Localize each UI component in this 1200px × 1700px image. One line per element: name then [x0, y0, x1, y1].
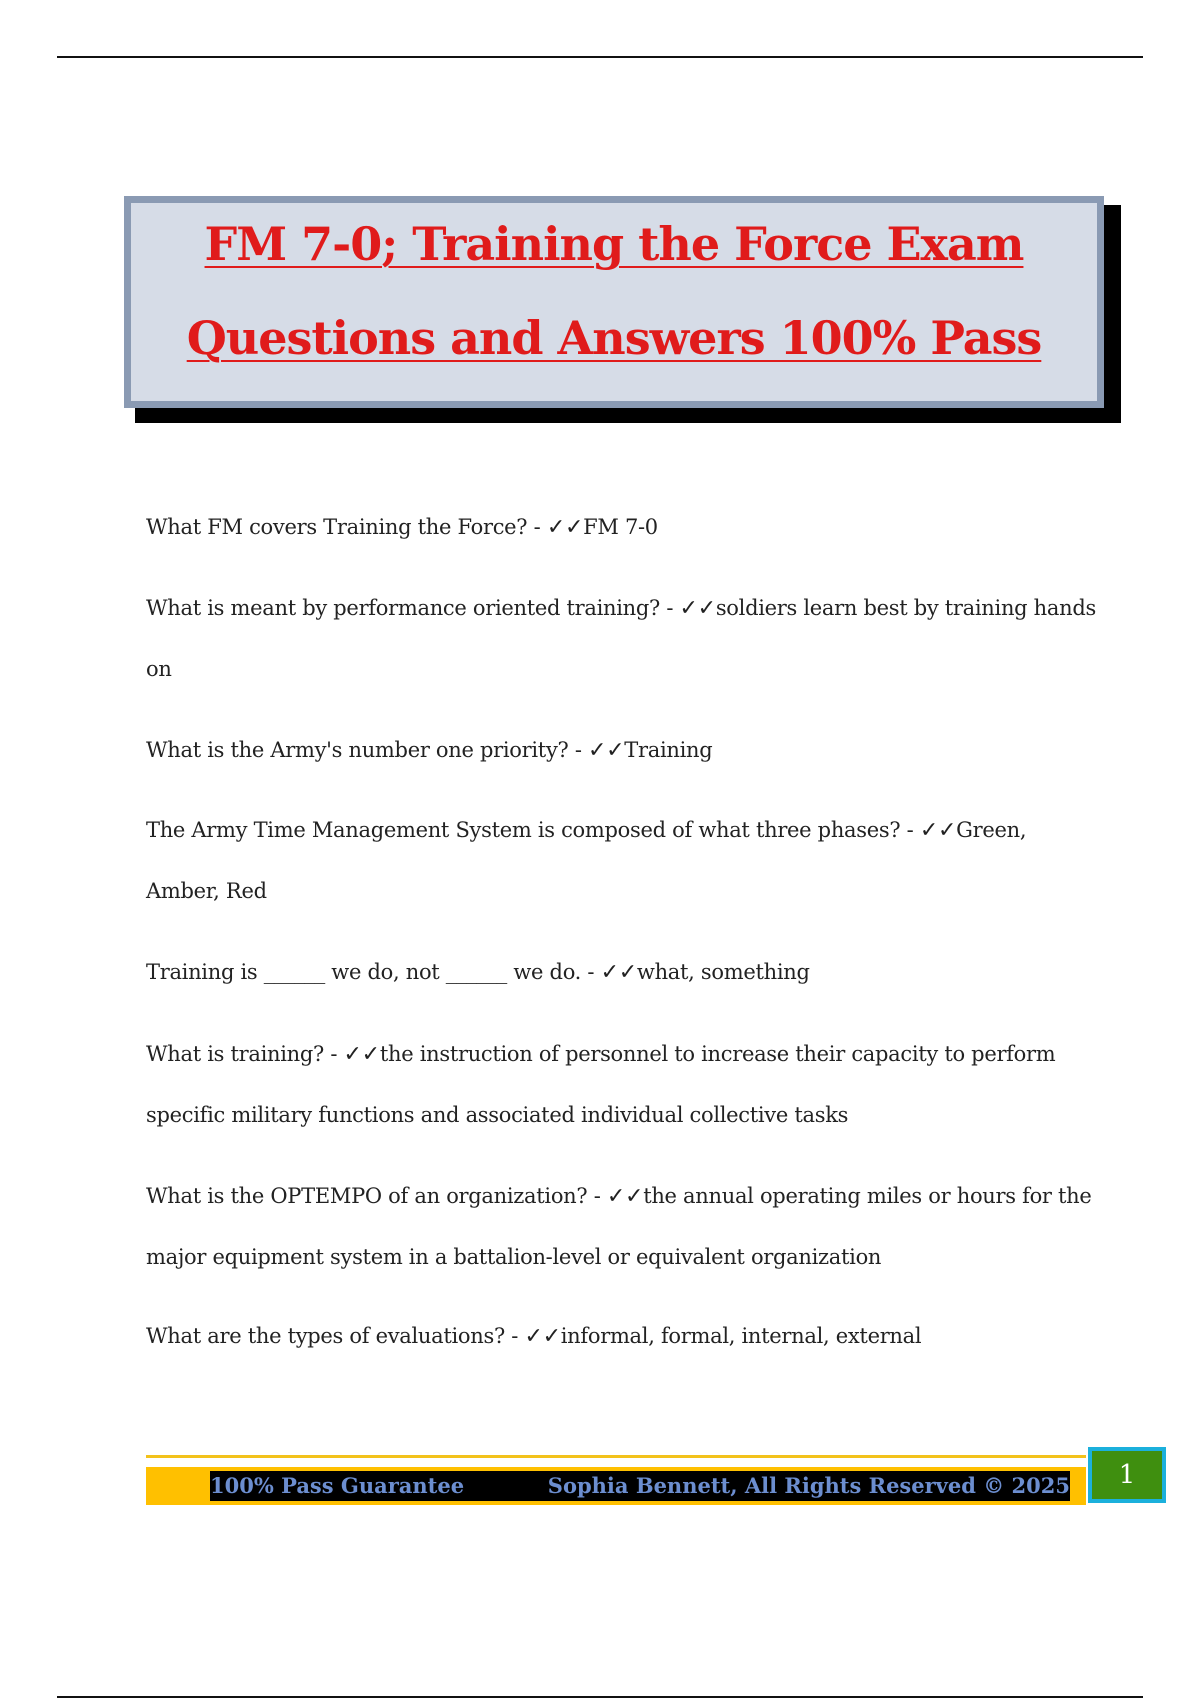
- footer-left-text: 100% Pass Guarantee: [210, 1473, 465, 1498]
- question-text: The Army Time Management System is composed of what three phases? -: [146, 818, 920, 842]
- bottom-rule: [57, 1696, 1143, 1698]
- document-title-line-2: Questions and Answers 100% Pass: [186, 311, 1042, 365]
- answer-text: informal, formal, internal, external: [560, 1324, 922, 1348]
- footer-rule: [146, 1455, 1086, 1458]
- page-number-badge: 1: [1088, 1447, 1166, 1503]
- question-text: What are the types of evaluations? -: [146, 1324, 525, 1348]
- double-check-icon: ✓✓: [546, 515, 584, 540]
- answer-text: the annual operating miles or hours for the major equipment system in a battalion-level or equivalent organization: [146, 1184, 1092, 1269]
- answer-text: what, something: [636, 960, 810, 984]
- qa-item: [146, 497, 1096, 558]
- qa-item: [146, 1024, 1096, 1146]
- qa-item: [146, 942, 1096, 1003]
- qa-item: [146, 1306, 1096, 1367]
- document-title-line-1: FM 7-0; Training the Force Exam: [204, 217, 1024, 271]
- qa-item: [146, 578, 1096, 700]
- answer-text: Green, Amber, Red: [146, 818, 1027, 903]
- double-check-icon: ✓✓: [600, 960, 637, 985]
- double-check-icon: ✓✓: [919, 818, 957, 843]
- title-box: [124, 196, 1104, 408]
- qa-item: [146, 720, 1096, 781]
- top-rule: [57, 56, 1143, 58]
- double-check-icon: ✓✓: [524, 1324, 561, 1349]
- double-check-icon: ✓✓: [606, 1184, 644, 1209]
- qa-item: [146, 800, 1096, 922]
- question-text: Training is ______ we do, not ______ we do. -: [146, 960, 601, 984]
- answer-text: Training: [624, 738, 713, 762]
- answer-text: the instruction of personnel to increase their capacity to perform specific military functions and associated individual collective tasks: [146, 1042, 1056, 1127]
- double-check-icon: ✓✓: [343, 1042, 380, 1067]
- question-text: What is the OPTEMPO of an organization? -: [146, 1184, 607, 1208]
- question-text: What FM covers Training the Force? -: [146, 515, 547, 539]
- footer-copyright-text: Sophia Bennett, All Rights Reserved © 2025: [547, 1473, 1070, 1498]
- qa-item: [146, 1166, 1096, 1288]
- answer-text: FM 7-0: [583, 515, 658, 539]
- double-check-icon: ✓✓: [588, 738, 625, 763]
- double-check-icon: ✓✓: [679, 596, 716, 621]
- question-text: What is training? -: [146, 1042, 344, 1066]
- question-text: What is meant by performance oriented training? -: [146, 596, 680, 620]
- answer-text: soldiers learn best by training hands on: [146, 596, 1096, 681]
- question-text: What is the Army's number one priority? -: [146, 738, 589, 762]
